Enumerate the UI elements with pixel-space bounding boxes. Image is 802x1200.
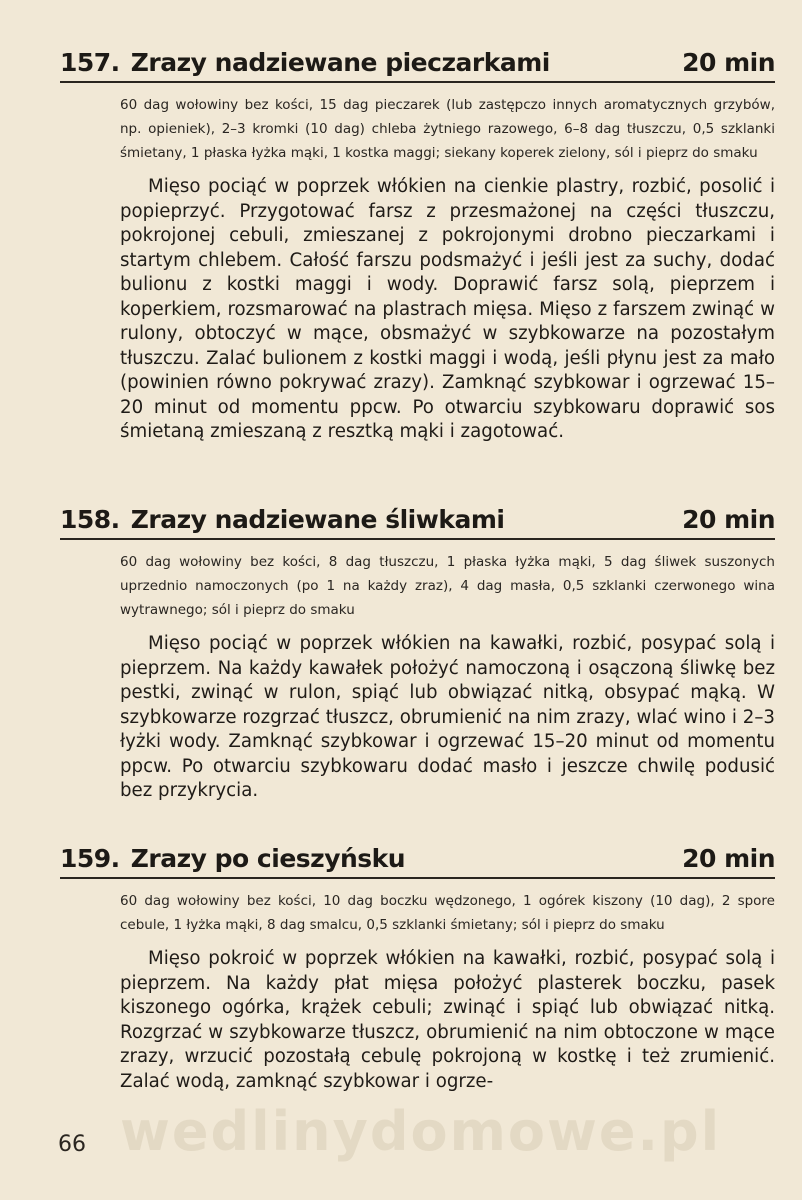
page-number: 66 — [58, 1132, 86, 1157]
recipe-time: 20 min — [682, 505, 775, 534]
recipe-title: Zrazy po cieszyńsku — [130, 844, 406, 873]
recipe-title-group — [60, 48, 550, 77]
recipe-time: 20 min — [682, 48, 775, 77]
recipe-title-group — [60, 505, 504, 534]
recipe-ingredients: 60 dag wołowiny bez kości, 10 dag boczku wędzonego, 1 ogórek kiszony (10 dag), 2 spore cebule, 1 łyżka mąki, 8 dag smalcu, 0,5 szklanki śmietany; sól i pieprz do smaku — [120, 893, 775, 933]
recipe-method: Mięso pokroić w poprzek włókien na kawałki, rozbić, posypać solą i pieprzem. Na każdy płat mięsa położyć plasterek boczku, pasek kiszonego ogórka, krążek cebuli; zwinąć i spiąć lub obwiązać nitką. Rozgrzać w szybkowarze tłuszcz, obrumienić na nim obtoczone w mące zrazy, wrzucić pozostałą cebulę pokrojoną w kostkę i też zrumienić. Zalać wodą, zamknąć szybkowar i ogrze- — [120, 948, 775, 1092]
recipe-ingredients: 60 dag wołowiny bez kości, 8 dag tłuszczu, 1 płaska łyżka mąki, 5 dag śliwek suszonych uprzednio namoczonych (po 1 na każdy zraz), 4 dag masła, 0,5 szklanki czerwonego wina wytrawnego; sól i pieprz do smaku — [120, 554, 775, 618]
recipe-158 — [60, 505, 775, 804]
recipe-header — [60, 48, 775, 83]
recipe-157 — [60, 48, 775, 445]
recipe-ingredients: 60 dag wołowiny bez kości, 15 dag pieczarek (lub zastępczo innych aromatycznych grzybów, np. opieniek), 2–3 kromki (10 dag) chleba żytniego razowego, 6–8 dag tłuszczu, 0,5 szklanki śmietany, 1 płaska łyżka mąki, 1 kostka maggi; siekany koperek zielony, sól i pieprz do smaku — [120, 97, 775, 161]
recipe-time: 20 min — [682, 844, 775, 873]
recipe-title-group — [60, 844, 405, 873]
recipe-header — [60, 844, 775, 879]
recipe-method: Mięso pociąć w poprzek włókien na cienkie plastry, rozbić, posolić i popieprzyć. Przygotować farsz z przesmażonej na części tłuszczu, pokrojonej cebuli, zmieszanej z pokrojonymi drobno pieczarkami i startym chlebem. Całość farszu podsmażyć i jeśli jest za suchy, dodać bulionu z kostki maggi i wody. Doprawić farsz solą, pieprzem i koperkiem, rozsmarować na plastrach mięsa. Mięso z farszem zwinąć w rulony, obtoczyć w mące, obsmażyć w szybkowarze na pozostałym tłuszczu. Zalać bulionem z kostki maggi i wodą, jeśli płynu jest za mało (powinien równo pokrywać zrazy). Zamknąć szybkowar i ogrzewać 15–20 minut od momentu ppcw. Po otwarciu szybkowaru doprawić sos śmietaną zmieszaną z resztką mąki i zagotować. — [120, 176, 775, 442]
recipe-number: 158. — [60, 505, 120, 534]
recipe-159 — [60, 844, 775, 1094]
recipe-number: 157. — [60, 48, 120, 77]
recipe-method: Mięso pociąć w poprzek włókien na kawałki, rozbić, posypać solą i pieprzem. Na każdy kawałek położyć namoczoną i osączoną śliwkę bez pestki, zwinąć w rulon, spiąć lub obwiązać nitką, obsypać mąką. W szybkowarze rozgrzać tłuszcz, obrumienić na nim zrazy, wlać wino i 2–3 łyżki wody. Zamknąć szybkowar i ogrzewać 15–20 minut od momentu ppcw. Po otwarciu szybkowaru dodać masło i jeszcze chwilę podusić bez przykrycia. — [120, 633, 775, 801]
recipe-header — [60, 505, 775, 540]
recipe-number: 159. — [60, 844, 120, 873]
recipe-title: Zrazy nadziewane pieczarkami — [130, 48, 550, 77]
watermark: wedlinydomowe.pl — [120, 1100, 722, 1163]
recipe-title: Zrazy nadziewane śliwkami — [130, 505, 505, 534]
